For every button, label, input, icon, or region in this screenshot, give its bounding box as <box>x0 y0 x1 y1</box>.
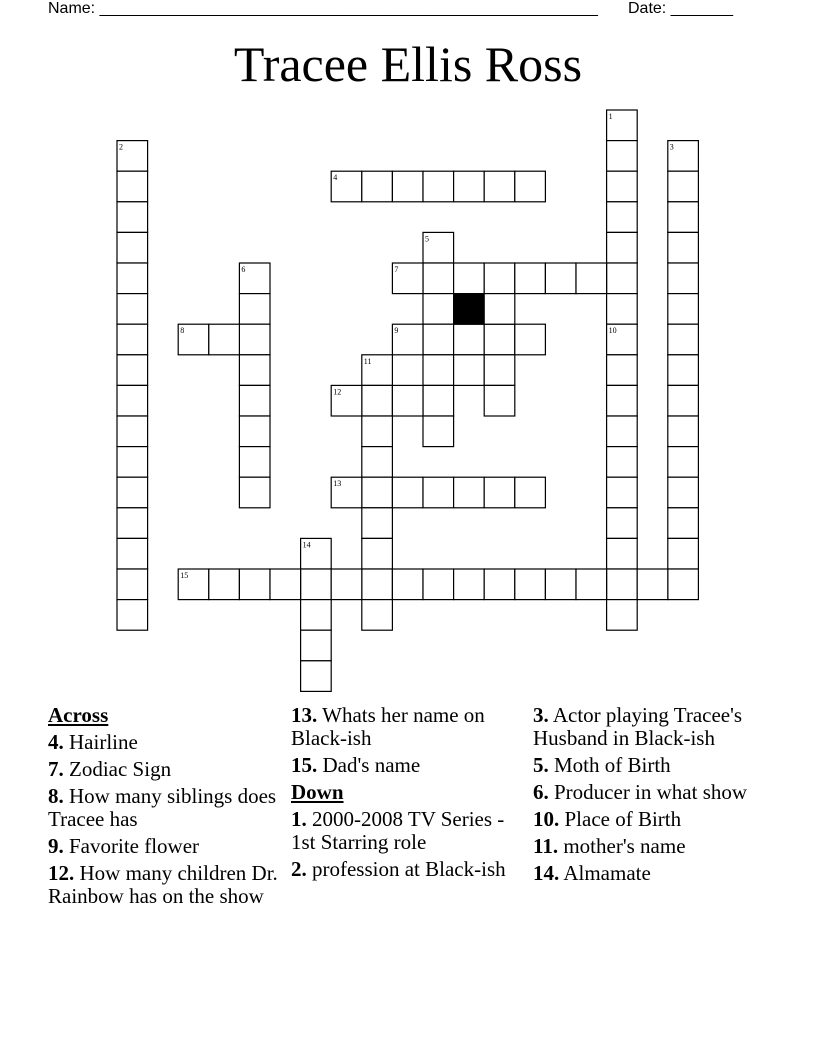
grid-cell[interactable] <box>607 232 638 263</box>
grid-cell[interactable] <box>607 477 638 508</box>
grid-cell[interactable] <box>392 569 423 600</box>
grid-cell[interactable] <box>607 385 638 416</box>
grid-cell[interactable] <box>668 355 699 386</box>
clue-number-9: 9 <box>394 326 399 336</box>
grid-cell[interactable] <box>607 263 638 294</box>
grid-cell[interactable] <box>301 600 332 631</box>
grid-cell[interactable] <box>576 263 607 294</box>
page-title: Tracee Ellis Ross <box>233 36 583 92</box>
grid-cell[interactable] <box>607 600 638 631</box>
grid-cell[interactable] <box>607 569 638 600</box>
clue-text: How many children Dr. Rainbow has on the show <box>48 861 278 908</box>
grid-cell[interactable] <box>668 569 699 600</box>
clue-number-2: 2 <box>119 142 123 152</box>
grid-cell[interactable] <box>607 416 638 447</box>
grid-cell[interactable] <box>423 385 454 416</box>
across-heading: Across <box>48 703 109 727</box>
grid-cell[interactable] <box>668 385 699 416</box>
clue-col1-2 <box>48 785 284 831</box>
clue-text: Actor playing Tracee's Husband in Black-ish <box>533 703 743 750</box>
clues-column-1 <box>48 704 284 912</box>
grid-cell[interactable] <box>209 324 240 355</box>
clue-text: profession at Black-ish <box>306 857 506 881</box>
grid-cell[interactable] <box>515 324 546 355</box>
clue-text: Producer in what show <box>548 780 748 804</box>
grid-cell[interactable] <box>484 263 515 294</box>
clue-number: 5. <box>533 753 549 777</box>
grid-cell[interactable] <box>423 294 454 325</box>
grid-cell[interactable] <box>515 171 546 202</box>
grid-cell[interactable] <box>117 294 148 325</box>
clue-text: How many siblings does Tracee has <box>48 784 277 831</box>
clue-col1-1 <box>48 758 284 781</box>
grid-cell[interactable] <box>117 538 148 569</box>
clue-number-7: 7 <box>394 265 399 274</box>
grid-cell[interactable] <box>607 171 638 202</box>
clue-number: 15. <box>291 753 318 777</box>
grid-cell[interactable] <box>331 569 362 600</box>
grid-cell[interactable] <box>515 477 546 508</box>
grid-cell[interactable] <box>362 538 393 569</box>
clue-text: Place of Birth <box>559 807 682 831</box>
clues-column-2 <box>291 704 527 885</box>
grid-cell[interactable] <box>454 171 485 202</box>
clue-col3-2 <box>533 781 769 804</box>
clue-col3-3 <box>533 808 769 831</box>
grid-cell[interactable] <box>423 355 454 386</box>
clue-number: 12. <box>48 861 75 885</box>
clue-number: 9. <box>48 834 64 858</box>
grid-cell[interactable] <box>668 477 699 508</box>
grid-cell[interactable] <box>607 447 638 478</box>
grid-cell[interactable] <box>423 263 454 294</box>
grid-cell[interactable] <box>576 569 607 600</box>
clue-number: 6. <box>533 780 549 804</box>
grid-cell[interactable] <box>423 477 454 508</box>
grid-cell[interactable] <box>545 569 576 600</box>
grid-cell[interactable] <box>362 447 393 478</box>
clue-text: Hairline <box>63 730 138 754</box>
clue-col2d-1 <box>291 858 527 881</box>
grid-cell[interactable] <box>209 569 240 600</box>
down-heading: Down <box>291 780 344 804</box>
grid-cell[interactable] <box>270 569 301 600</box>
clue-number-6: 6 <box>241 265 246 274</box>
clue-number: 4. <box>48 730 64 754</box>
clue-number: 11. <box>533 834 559 858</box>
grid-cell[interactable] <box>392 477 423 508</box>
grid-cell[interactable] <box>637 569 668 600</box>
grid-cell[interactable] <box>607 202 638 233</box>
grid-cell[interactable] <box>239 477 270 508</box>
grid-cell[interactable] <box>607 294 638 325</box>
name-field[interactable]: Name: ________________________________________________________ <box>48 0 598 17</box>
grid-cell[interactable] <box>239 355 270 386</box>
clue-text: Whats her name on Black-ish <box>291 703 485 750</box>
grid-cell[interactable] <box>362 600 393 631</box>
grid-cell[interactable] <box>239 447 270 478</box>
clue-col1-3 <box>48 835 284 858</box>
grid-cell[interactable] <box>484 385 515 416</box>
grid-cell[interactable] <box>668 232 699 263</box>
grid-cell[interactable] <box>239 416 270 447</box>
clue-number: 2. <box>291 857 307 881</box>
grid-cell[interactable] <box>607 538 638 569</box>
grid-cell[interactable] <box>117 416 148 447</box>
clue-col2d-0 <box>291 808 527 854</box>
black-cell <box>454 294 485 325</box>
grid-cell[interactable] <box>668 416 699 447</box>
clue-col2a-1 <box>291 754 527 777</box>
clue-text: 2000-2008 TV Series - 1st Starring role <box>291 807 505 854</box>
grid-cell[interactable] <box>117 232 148 263</box>
grid-cell[interactable] <box>484 477 515 508</box>
grid-cell[interactable] <box>362 569 393 600</box>
grid-cell[interactable] <box>117 600 148 631</box>
grid-cell[interactable] <box>239 294 270 325</box>
grid-cell[interactable] <box>545 263 576 294</box>
grid-cell[interactable] <box>362 508 393 539</box>
grid-cell[interactable] <box>484 569 515 600</box>
clue-number-1: 1 <box>608 112 613 121</box>
grid-cell[interactable] <box>423 569 454 600</box>
grid-cell[interactable] <box>423 324 454 355</box>
grid-cell[interactable] <box>454 263 485 294</box>
grid-cell[interactable] <box>484 355 515 386</box>
grid-cell[interactable] <box>668 263 699 294</box>
clue-text: mother's name <box>558 834 686 858</box>
clue-col1-4 <box>48 862 284 908</box>
grid-cell[interactable] <box>239 569 270 600</box>
clue-number-10: 10 <box>608 326 617 336</box>
grid-cell[interactable] <box>668 171 699 202</box>
clue-text: Dad's name <box>317 753 421 777</box>
grid-cell[interactable] <box>668 294 699 325</box>
grid-cell[interactable] <box>117 569 148 600</box>
grid-cell[interactable] <box>117 171 148 202</box>
grid-cell[interactable] <box>423 416 454 447</box>
grid-cell[interactable] <box>392 171 423 202</box>
grid-cell[interactable] <box>668 324 699 355</box>
grid-cell[interactable] <box>484 324 515 355</box>
grid-cell[interactable] <box>454 355 485 386</box>
clue-number: 7. <box>48 757 64 781</box>
grid-cell[interactable] <box>484 294 515 325</box>
grid-cell[interactable] <box>607 141 638 172</box>
clue-col2a-0 <box>291 704 527 750</box>
grid-cell[interactable] <box>117 477 148 508</box>
clue-number-5: 5 <box>425 234 429 244</box>
grid-cell[interactable] <box>362 416 393 447</box>
grid-cell[interactable] <box>362 171 393 202</box>
grid-cell[interactable] <box>668 508 699 539</box>
clue-number-14: 14 <box>302 540 311 550</box>
grid-cell[interactable] <box>239 324 270 355</box>
grid-cell[interactable] <box>668 447 699 478</box>
grid-cell[interactable] <box>117 263 148 294</box>
clue-number-12: 12 <box>333 387 342 397</box>
grid-cell[interactable] <box>117 508 148 539</box>
grid-cell[interactable] <box>607 355 638 386</box>
clue-number-13: 13 <box>333 479 342 489</box>
clue-text: Almamate <box>559 861 651 885</box>
clue-number: 10. <box>533 807 560 831</box>
grid-cell[interactable] <box>117 324 148 355</box>
clue-number: 14. <box>533 861 560 885</box>
grid-cell[interactable] <box>301 630 332 661</box>
grid-cell[interactable] <box>117 385 148 416</box>
grid-cell[interactable] <box>301 569 332 600</box>
clue-text: Moth of Birth <box>548 753 671 777</box>
clue-number: 3. <box>533 703 549 727</box>
clue-number: 13. <box>291 703 318 727</box>
clue-number: 8. <box>48 784 64 808</box>
grid-cell[interactable] <box>454 477 485 508</box>
clue-number-3: 3 <box>669 142 674 152</box>
clue-number-11: 11 <box>363 356 372 366</box>
grid-cell[interactable] <box>423 171 454 202</box>
clue-col3-4 <box>533 835 769 858</box>
clue-col1-0 <box>48 731 284 754</box>
grid-cell[interactable] <box>454 324 485 355</box>
grid-cell[interactable] <box>668 202 699 233</box>
clue-number-8: 8 <box>180 326 185 336</box>
clue-col3-1 <box>533 754 769 777</box>
grid-cell[interactable] <box>362 477 393 508</box>
grid-cell[interactable] <box>515 569 546 600</box>
grid-cell[interactable] <box>117 355 148 386</box>
grid-cell[interactable] <box>515 263 546 294</box>
grid-cell[interactable] <box>301 661 332 692</box>
clue-text: Favorite flower <box>63 834 200 858</box>
grid-cell[interactable] <box>392 385 423 416</box>
clue-col3-0 <box>533 704 769 750</box>
grid-cell[interactable] <box>117 202 148 233</box>
grid-cell[interactable] <box>668 538 699 569</box>
clue-text: Zodiac Sign <box>63 757 172 781</box>
clues-column-3 <box>533 704 769 889</box>
clue-col3-5 <box>533 862 769 885</box>
grid-cell[interactable] <box>484 171 515 202</box>
date-field[interactable]: Date: _______ <box>628 0 733 17</box>
grid-cell[interactable] <box>454 569 485 600</box>
clue-number: 1. <box>291 807 307 831</box>
grid-cell[interactable] <box>239 385 270 416</box>
clue-number-4: 4 <box>333 173 338 183</box>
grid-cell[interactable] <box>362 385 393 416</box>
grid-cell[interactable] <box>117 447 148 478</box>
grid-cell[interactable] <box>607 508 638 539</box>
clue-number-15: 15 <box>180 571 189 580</box>
